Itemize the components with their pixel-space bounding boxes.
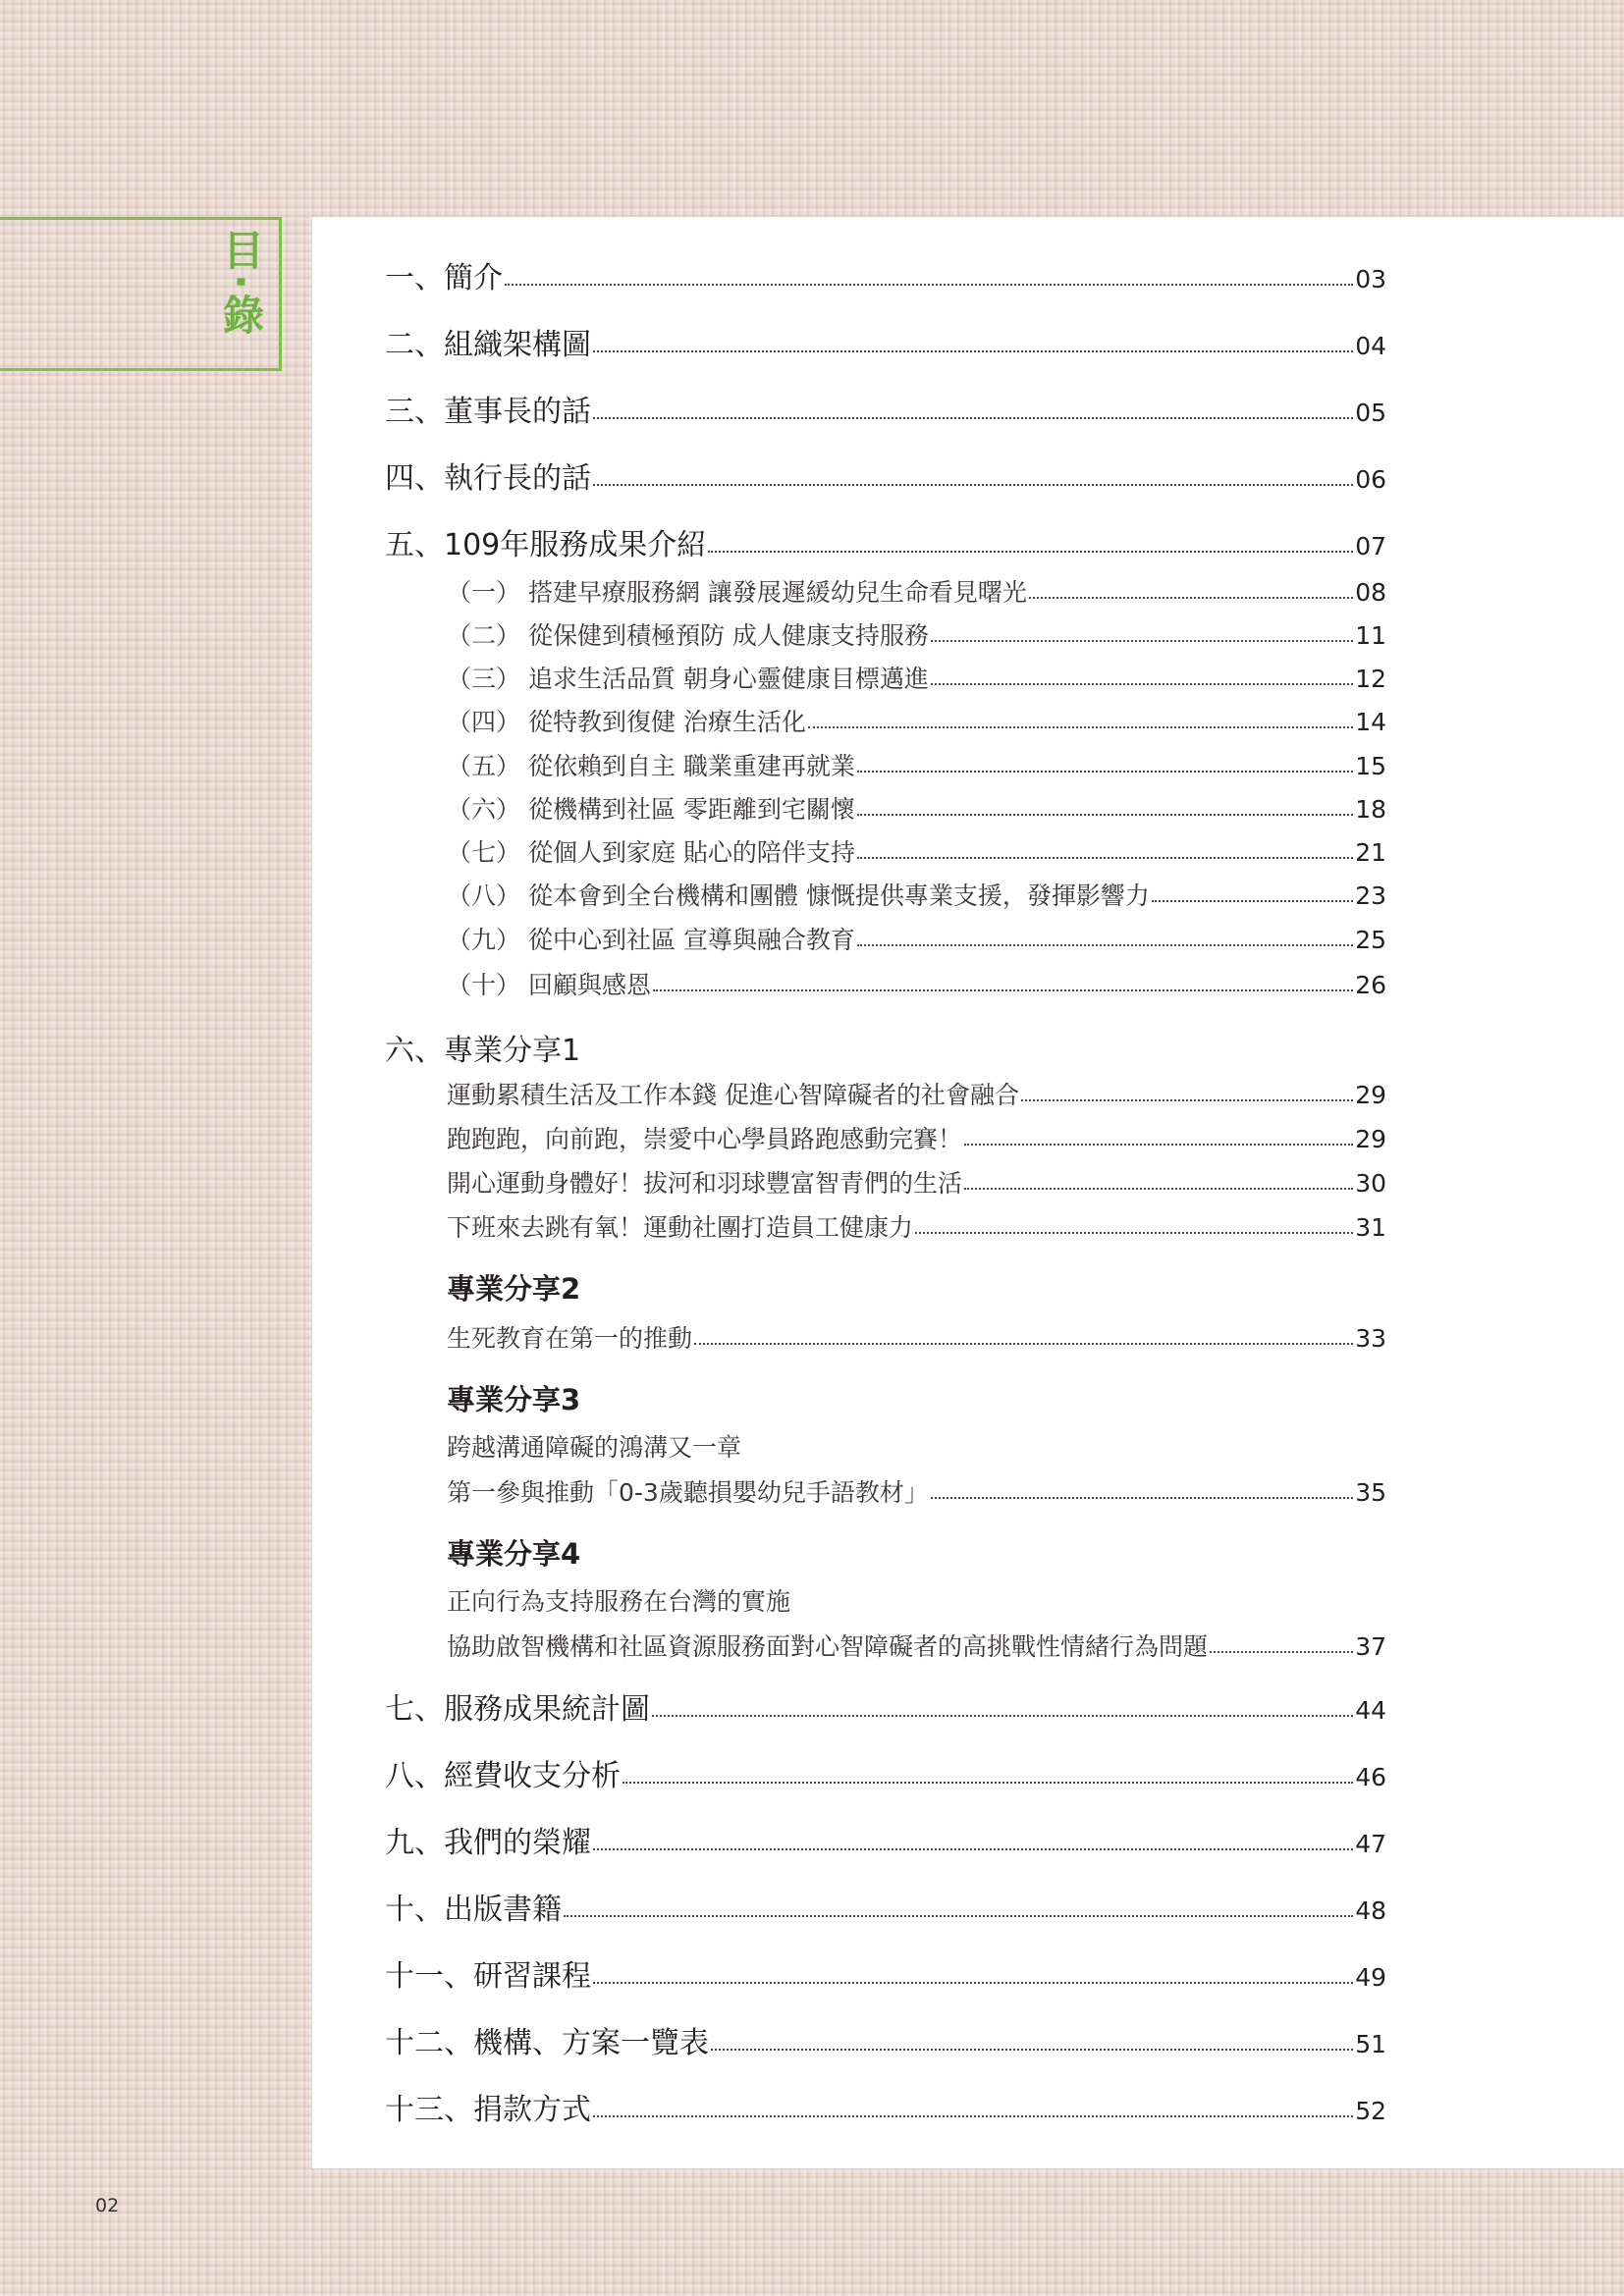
toc-leader-dots — [931, 663, 1353, 687]
toc-entry-page: 31 — [1355, 1213, 1386, 1242]
toc-entry[interactable] — [385, 320, 1386, 363]
toc-entry[interactable] — [385, 387, 1386, 430]
toc-entry-page: 11 — [1355, 621, 1386, 650]
toc-entry-page: 26 — [1355, 971, 1386, 999]
toc-entry-title: 運動累積生活及工作本錢 促進心智障礙者的社會融合 — [447, 1081, 1019, 1109]
toc-leader-dots — [711, 2023, 1353, 2053]
toc-leader-dots — [653, 969, 1353, 993]
toc-entry-title: 五、109年服務成果介紹 — [385, 528, 707, 562]
toc-entry-page: 15 — [1355, 752, 1386, 780]
toc-entry-title: （一） 搭建早療服務網 讓發展遲緩幼兒生命看見曙光 — [447, 578, 1027, 607]
toc-entry-title: 三、董事長的話 — [385, 395, 591, 429]
toc-entry-page: 30 — [1355, 1169, 1386, 1198]
toc-entry-page: 52 — [1355, 2097, 1386, 2125]
toc-leader-dots — [708, 525, 1353, 555]
toc-entry-page: 07 — [1355, 532, 1386, 561]
toc-leader-dots — [564, 1890, 1353, 1919]
toc-entry-page: 12 — [1355, 665, 1386, 693]
toc-subentry[interactable] — [447, 1628, 1386, 1663]
toc-entry-page: 14 — [1355, 708, 1386, 736]
toc-entry-title: （十） 回顧與感恩 — [447, 971, 651, 999]
toc-subentry[interactable] — [447, 877, 1386, 912]
toc-entry-title: 六、專業分享1 — [385, 1034, 581, 1068]
toc-entry-page: 23 — [1355, 881, 1386, 910]
toc-entry-page: 29 — [1355, 1081, 1386, 1109]
toc-subentry[interactable] — [447, 1120, 1386, 1155]
toc-leader-dots — [1021, 1079, 1353, 1103]
toc-leader-dots — [694, 1322, 1353, 1347]
toc-entry-page: 04 — [1355, 332, 1386, 360]
toc-subentry[interactable] — [447, 573, 1386, 609]
toc-subentry[interactable] — [447, 790, 1386, 826]
toc-entry[interactable] — [385, 1951, 1386, 1995]
toc-entry-title: （八） 從本會到全台機構和團體 慷慨提供專業支援，發揮影響力 — [447, 881, 1150, 910]
toc-subsection-heading[interactable]: 專業分享4 — [447, 1537, 581, 1571]
toc-subentry[interactable] — [447, 616, 1386, 652]
toc-leader-dots — [857, 793, 1353, 818]
toc-entry-title: （九） 從中心到社區 宣導與融合教育 — [447, 926, 855, 954]
toc-leader-dots — [505, 258, 1353, 288]
toc-entry-page: 51 — [1355, 2030, 1386, 2058]
toc-entry[interactable] — [385, 454, 1386, 497]
toc-entry-page: 05 — [1355, 399, 1386, 427]
toc-label-box — [0, 217, 282, 371]
toc-entry-title: 二、組織架構圖 — [385, 328, 591, 362]
toc-subentry[interactable] — [447, 921, 1386, 956]
toc-leader-dots — [857, 924, 1353, 948]
toc-entry-title: 一、簡介 — [385, 261, 503, 295]
toc-entry-title: 十三、捐款方式 — [385, 2093, 591, 2127]
toc-leader-dots — [857, 750, 1353, 774]
toc-entry-page: 47 — [1355, 1830, 1386, 1858]
toc-entry[interactable] — [385, 1751, 1386, 1794]
toc-entry[interactable] — [385, 1818, 1386, 1861]
toc-entry-page: 06 — [1355, 465, 1386, 494]
toc-entry-title: （七） 從個人到家庭 貼心的陪伴支持 — [447, 838, 855, 867]
toc-entry-title: 第一參與推動「0-3歲聽損嬰幼兒手語教材」 — [447, 1478, 929, 1507]
toc-leader-dots — [931, 1476, 1353, 1501]
toc-subentry-line[interactable]: 跨越溝通障礙的鴻溝又一章 — [447, 1433, 742, 1462]
toc-subentry[interactable] — [447, 703, 1386, 738]
toc-entry-title: （四） 從特教到復健 治療生活化 — [447, 708, 806, 736]
toc-leader-dots — [593, 1956, 1353, 1986]
toc-subsection-heading[interactable]: 專業分享3 — [447, 1383, 581, 1416]
toc-entry-title: 生死教育在第一的推動 — [447, 1324, 693, 1353]
toc-subentry[interactable] — [447, 966, 1386, 1001]
toc-entry-title: 跑跑跑，向前跑，崇愛中心學員路跑感動完賽！ — [447, 1125, 963, 1153]
toc-entry-title: 七、服務成果統計圖 — [385, 1692, 650, 1727]
toc-subentry[interactable] — [447, 1473, 1386, 1509]
toc-entry-page: 29 — [1355, 1125, 1386, 1153]
page-number: 02 — [95, 2195, 120, 2216]
toc-leader-dots — [593, 325, 1353, 354]
toc-entry-title: 十、出版書籍 — [385, 1893, 562, 1927]
toc-leader-dots — [593, 392, 1353, 421]
toc-entry-page: 21 — [1355, 838, 1386, 867]
toc-entry-page: 48 — [1355, 1896, 1386, 1925]
toc-subentry[interactable] — [447, 1076, 1386, 1111]
toc-entry[interactable] — [385, 2085, 1386, 2128]
toc-entry-page: 33 — [1355, 1324, 1386, 1353]
toc-entry-title: 下班來去跳有氧！運動社團打造員工健康力 — [447, 1213, 914, 1242]
toc-entry-page: 18 — [1355, 795, 1386, 824]
toc-leader-dots — [808, 706, 1353, 730]
toc-entry-page: 46 — [1355, 1763, 1386, 1791]
toc-entry[interactable] — [385, 520, 1386, 563]
toc-entry-page: 03 — [1355, 265, 1386, 294]
toc-subentry[interactable] — [447, 747, 1386, 782]
toc-subentry[interactable] — [447, 1208, 1386, 1244]
toc-leader-dots — [857, 836, 1353, 861]
toc-subsection-heading[interactable]: 專業分享2 — [447, 1272, 581, 1306]
toc-leader-dots — [593, 458, 1353, 488]
toc-entry-title: （六） 從機構到社區 零距離到宅關懷 — [447, 795, 855, 824]
toc-entry-title: 九、我們的榮耀 — [385, 1826, 591, 1860]
toc-entry[interactable] — [385, 1684, 1386, 1728]
toc-entry-title: 協助啟智機構和社區資源服務面對心智障礙者的高挑戰性情緒行為問題 — [447, 1632, 1209, 1661]
toc-leader-dots — [1029, 576, 1353, 601]
toc-entry-page: 37 — [1355, 1632, 1386, 1661]
toc-leader-dots — [964, 1167, 1353, 1192]
toc-leader-dots — [1152, 880, 1353, 904]
toc-entry[interactable] — [385, 1885, 1386, 1928]
toc-label: 目·錄 — [217, 229, 265, 339]
toc-entry-title: 八、經費收支分析 — [385, 1759, 621, 1793]
toc-entry-title: （二） 從保健到積極預防 成人健康支持服務 — [447, 621, 929, 650]
toc-entry-page: 44 — [1355, 1696, 1386, 1725]
toc-entry-title: 開心運動身體好！拔河和羽球豐富智青們的生活 — [447, 1169, 963, 1198]
toc-entry-title: （五） 從依賴到自主 職業重建再就業 — [447, 752, 855, 780]
toc-entry-title: 十二、機構、方案一覽表 — [385, 2026, 709, 2060]
toc-leader-dots — [593, 1823, 1353, 1852]
toc-entry-page: 08 — [1355, 578, 1386, 607]
toc-entry-title: 十一、研習課程 — [385, 1959, 591, 1994]
toc-leader-dots — [964, 1123, 1353, 1148]
toc-entry-page: 49 — [1355, 1963, 1386, 1992]
toc-subentry[interactable] — [447, 1319, 1386, 1355]
toc-entry-page: 35 — [1355, 1478, 1386, 1507]
toc-entry[interactable] — [385, 2018, 1386, 2061]
toc-subentry[interactable] — [447, 1164, 1386, 1200]
toc-leader-dots — [1210, 1630, 1353, 1655]
toc-leader-dots — [623, 1756, 1353, 1786]
toc-leader-dots — [652, 1689, 1353, 1719]
toc-subentry[interactable] — [447, 660, 1386, 695]
toc-leader-dots — [593, 2090, 1353, 2119]
toc-entry-title: 四、執行長的話 — [385, 461, 591, 496]
toc-leader-dots — [915, 1211, 1353, 1236]
toc-section-heading[interactable] — [385, 1026, 1386, 1069]
toc-subentry[interactable] — [447, 833, 1386, 869]
toc-subentry-line[interactable]: 正向行為支持服務在台灣的實施 — [447, 1587, 791, 1616]
toc-entry-page: 25 — [1355, 926, 1386, 954]
toc-entry[interactable] — [385, 253, 1386, 296]
toc-leader-dots — [931, 619, 1353, 644]
toc-entry-title: （三） 追求生活品質 朝身心靈健康目標邁進 — [447, 665, 929, 693]
